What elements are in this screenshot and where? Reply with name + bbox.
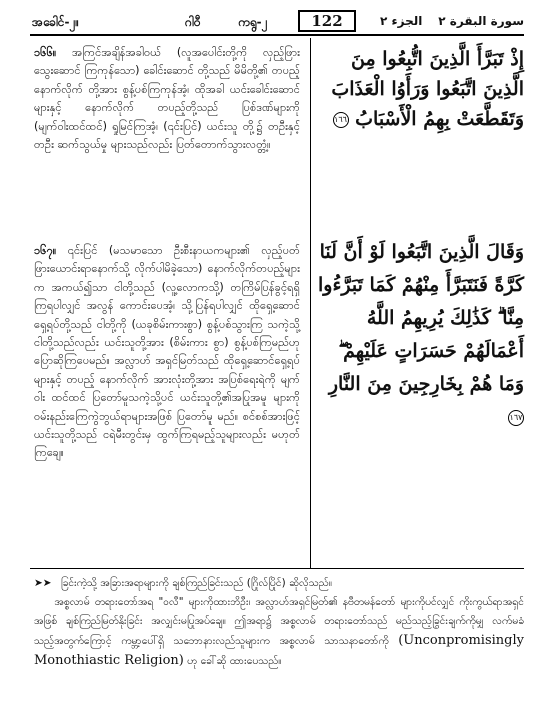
footnote: [34, 574, 524, 671]
footnote-tail: ဟု ခေါ်ဆို ထားပေသည်။: [187, 655, 282, 667]
header-juz-label: الجزء ٢: [380, 14, 423, 28]
arabic-verse-166: [318, 44, 524, 134]
footnote-english-term: (Unconpromisingly Monothiastic Religion): [34, 633, 524, 668]
double-arrow-icon: ➤➤: [34, 577, 52, 589]
footnote-body: အစ္စလာမ် တရားတော်အရ "ဝလီ" များကိုထားဘိဦး၊ အလ္လာဟ်အရှင်မြတ်၏ နဗီတမန်တော် များကိုပင်လျှင် ကိုးကွယ်ရာအရှင်အဖြစ် ချစ်ကြည်မြတ်နိုးခြင်း အလျှင်းမပြုအပ်ချေ။ ဤအရာ၌ အစ္စလာမ် တရားတော်သည် မည်သည့်ခြွင်းချက်ကိုမျှ လက်မခံသည့်အတွက်ကြောင့် ကမ္ဘာ့ပေါ်ရှိ သဘောနားလည်သူများက အစ္စလာမ် သာသနာတော်ကို: [34, 596, 525, 647]
header-chapter-label: ကရွ-၂: [238, 15, 268, 29]
translation-text-167: ၎င်းပြင် (မသမာသော ဦးစီးနာယကများ၏ လှည့်ပတ်ဖြားယောင်းရာနောက်သို့ လိုက်ပါမိခဲ့သော) နောက်လိုက်တပည့်များက အကယ်၍သာ ငါတို့သည် (လူ့လောကသို့) တကြိမ်ပြန်ခွင့်ရရှိကြရပါလျှင် အလွန် ကောင်းပေအံ့၊ သို့ပြန်ရပါလျှင် ထိုရှေ့ဆောင်ရှေ့ရပ်တို့သည် ငါတို့ကို (ယခုစိမ်းကားစွာ) စွန့်ပစ်သွားကြ သကဲ့သို့ ငါတို့သည်လည်း ယင်းသူတို့အား (စိမ်းကား စွာ) စွန့်ပစ်ကြမည်ဟု ပြောဆိုကြပေမည်။ အလ္လာဟ် အရှင်မြတ်သည် ထိုရှေ့ဆောင်ရှေ့ရပ်များနှင့် တပည့် နောက်လိုက် အားလုံးတို့အား အပြစ်ရေးရဲကို မျက်ဝါး ထင်ထင် ပြတော်မူသကဲ့သို့ပင် ယင်းသူတို့၏အပြုအမူ များကို ဝမ်းနည်းကြေကွဲဘွယ်ရာများအဖြစ် ပြတော်မူ မည်။ စင်စစ်အားဖြင့် ယင်းသူတို့သည် ငရဲမီးတွင်းမှ ထွက်ကြရမည့်သူများလည်း မဟုတ်ကြချေ။: [34, 244, 300, 460]
page-header: [30, 10, 524, 34]
translation-text-166: အကြင်အချိန်အခါ၀ယ် (လူအပေါင်းတို့ကို လှည့်ဖြားသွေးဆောင် ကြကုန်သော) ခေါင်းဆောင် တို့သည် မိမိတို့၏ တပည့်နောက်လိုက် တို့အား စွန့်ပစ်ကြကုန်အံ့၊ ထိုအခါ ယင်းခေါင်းဆောင်များနှင့် နောက်လိုက် တပည့်တို့သည် ပြစ်ဒဏ်များကို (မျက်ဝါးထင်ထင်) ရှုမြင်ကြအံ့၊ (၎င်းပြင်) ယင်းသူ တို့၌ တဦးနှင့်တဦး ဆက်သွယ်မှု များသည်လည်း ပြတ်တောက်သွားလတ္တံ့။: [34, 46, 300, 152]
header-mid-label: ဂါ၀ီ: [185, 15, 201, 29]
page-number: 122: [298, 10, 356, 32]
translation-paragraph-166: [34, 44, 300, 154]
arabic-text-166: إِذْ تَبَرَّأَ الَّذِينَ اتُّبِعُوا مِنَ الَّذِينَ اتَّبَعُوا وَرَأَوُا الْعَذَابَ وَتَقَطَّعَتْ بِهِمُ الْأَسْبَابُ: [331, 48, 524, 130]
header-left-label: အခေါင်-၂။: [32, 15, 80, 29]
header-sura-label: سورة البقرة ٢: [438, 14, 524, 28]
footnote-line1: ခြင်းကဲ့သို့ အခြားအရာများကို ချစ်ကြည်ခြင်းသည် (ဂြိုလ်ပြိုင်) ဆိုလိုသည်။: [60, 577, 332, 589]
arabic-verse-167: [318, 236, 524, 434]
verse-number-167: ၁၆၇။: [34, 244, 57, 257]
ayah-marker-166: ١٦٦: [333, 112, 349, 128]
ayah-marker-167: ١٦٧: [508, 410, 524, 426]
footnote-rule: [30, 568, 524, 569]
translation-paragraph-167: [34, 242, 300, 463]
column-divider: [310, 38, 311, 568]
arabic-text-167: وَقَالَ الَّذِينَ اتَّبَعُوا لَوْ أَنَّ لَنَا كَرَّةً فَنَتَبَرَّأَ مِنْهُمْ كَمَا تَبَرَّءُوا مِنَّا ۗ كَذَٰلِكَ يُرِيهِمُ اللَّهُ أَعْمَالَهُمْ حَسَرَاتٍ عَلَيْهِمْ ۖ وَمَا هُمْ بِخَارِجِينَ مِنَ النَّارِ: [317, 241, 524, 395]
header-rule: [30, 34, 524, 36]
verse-number-166: ၁၆၆။: [34, 46, 57, 59]
